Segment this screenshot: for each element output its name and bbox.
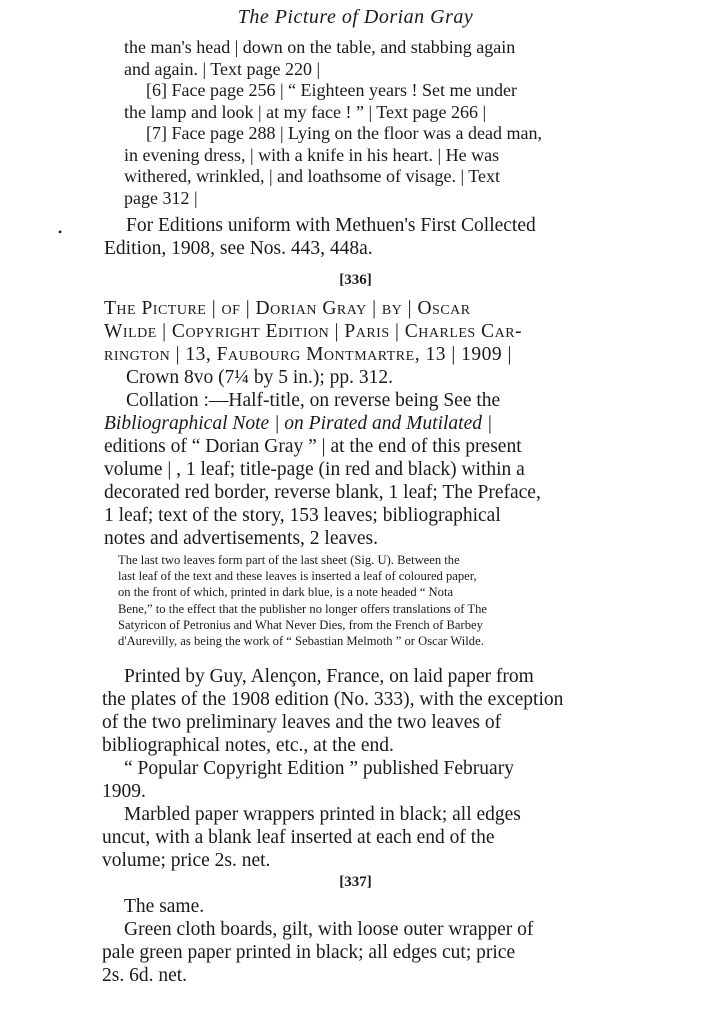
plate-list-continued bbox=[124, 37, 664, 209]
format-line: Crown 8vo (7¼ by 5 in.); pp. 312. bbox=[126, 367, 394, 388]
note-line: d'Aurevilly, as being the work of “ Sebastian Melmoth ” or Oscar Wilde. bbox=[118, 634, 484, 649]
note-line: The last two leaves form part of the last sheet (Sig. U). Between the bbox=[118, 553, 460, 567]
note-line: last leaf of the text and these leaves is inserted a leaf of coloured paper, bbox=[118, 569, 477, 584]
text-line: volume | , 1 leaf; title-page (in red and black) within a bbox=[104, 459, 525, 480]
note-line: on the front of which, printed in dark blue, is a note headed “ Nota bbox=[118, 585, 454, 600]
text-line: in evening dress, | with a knife in his heart. | He was bbox=[124, 144, 500, 165]
text-line: Marbled paper wrappers printed in black; all edges bbox=[124, 804, 521, 825]
text-line: 1 leaf; text of the story, 153 leaves; bibliographical bbox=[104, 505, 501, 526]
text-line: Collation :—Half-title, on reverse being See the bbox=[126, 390, 501, 411]
text-line: page 312 | bbox=[124, 187, 198, 208]
text-line: pale green paper printed in black; all edges cut; price bbox=[102, 942, 516, 963]
note-line: Bene,” to the effect that the publisher no longer offers translations of The bbox=[118, 601, 487, 616]
text-line: 2s. 6d. net. bbox=[102, 965, 188, 986]
text-line: rington | 13, Faubourg Montmartre, 13 | 1909 | bbox=[104, 344, 512, 365]
text-line: The Picture | of | Dorian Gray | by | Oscar bbox=[104, 298, 471, 319]
text-line: Wilde | Copyright Edition | Paris | Charles Car- bbox=[104, 321, 523, 342]
text-line: withered, wrinkled, | and loathsome of visage. | Text bbox=[124, 166, 501, 186]
text-line: of the two preliminary leaves and the two leaves of bbox=[102, 712, 502, 733]
text-line: uncut, with a blank leaf inserted at each end of the bbox=[102, 827, 495, 848]
text-line: the lamp and look | at my face ! ” | Text page 266 | bbox=[124, 101, 487, 122]
text-line: Green cloth boards, gilt, with loose outer wrapper of bbox=[124, 919, 534, 940]
text-line: decorated red border, reverse blank, 1 leaf; The Preface, bbox=[104, 482, 541, 503]
text-line: [6] Face page 256 | “ Eighteen years ! Set me under bbox=[146, 80, 517, 100]
entry-number-337: [337] bbox=[339, 874, 372, 890]
entry-number-336: [336] bbox=[339, 272, 372, 288]
entry-336-printing bbox=[102, 665, 682, 872]
text-line: notes and advertisements, 2 leaves. bbox=[104, 528, 378, 549]
text-line: editions of “ Dorian Gray ” | at the end of this present bbox=[104, 436, 522, 457]
entry-336-small-note bbox=[118, 552, 678, 649]
entry-336-body bbox=[104, 366, 682, 550]
text-line: 1909. bbox=[102, 781, 146, 802]
text-line: the man's head | down on the table, and stabbing again bbox=[124, 37, 516, 57]
text-line: Bibliographical Note | on Pirated and Mutilated | bbox=[104, 413, 493, 434]
entry-337-body bbox=[102, 895, 682, 987]
text-line: “ Popular Copyright Edition ” published February bbox=[124, 758, 514, 779]
text-line: The same. bbox=[124, 896, 205, 917]
editions-note bbox=[104, 214, 684, 260]
text-line: For Editions uniform with Methuen's First Collected bbox=[126, 215, 536, 236]
text-line: volume; price 2s. net. bbox=[102, 850, 271, 871]
text-line: the plates of the 1908 edition (No. 333), with the exception bbox=[102, 689, 564, 710]
text-line: Edition, 1908, see Nos. 443, 448a. bbox=[104, 238, 373, 259]
margin-mark: • bbox=[58, 225, 63, 239]
text-line: bibliographical notes, etc., at the end. bbox=[102, 735, 394, 756]
text-line: and again. | Text page 220 | bbox=[124, 58, 321, 79]
note-line: Satyricon of Petronius and What Never Dies, from the French of Barbey bbox=[118, 617, 483, 632]
text-line: Printed by Guy, Alençon, France, on laid paper from bbox=[124, 666, 534, 687]
text-line: [7] Face page 288 | Lying on the floor was a dead man, bbox=[146, 123, 542, 143]
entry-336-title bbox=[104, 297, 682, 366]
running-head: The Picture of Dorian Gray bbox=[237, 6, 474, 28]
